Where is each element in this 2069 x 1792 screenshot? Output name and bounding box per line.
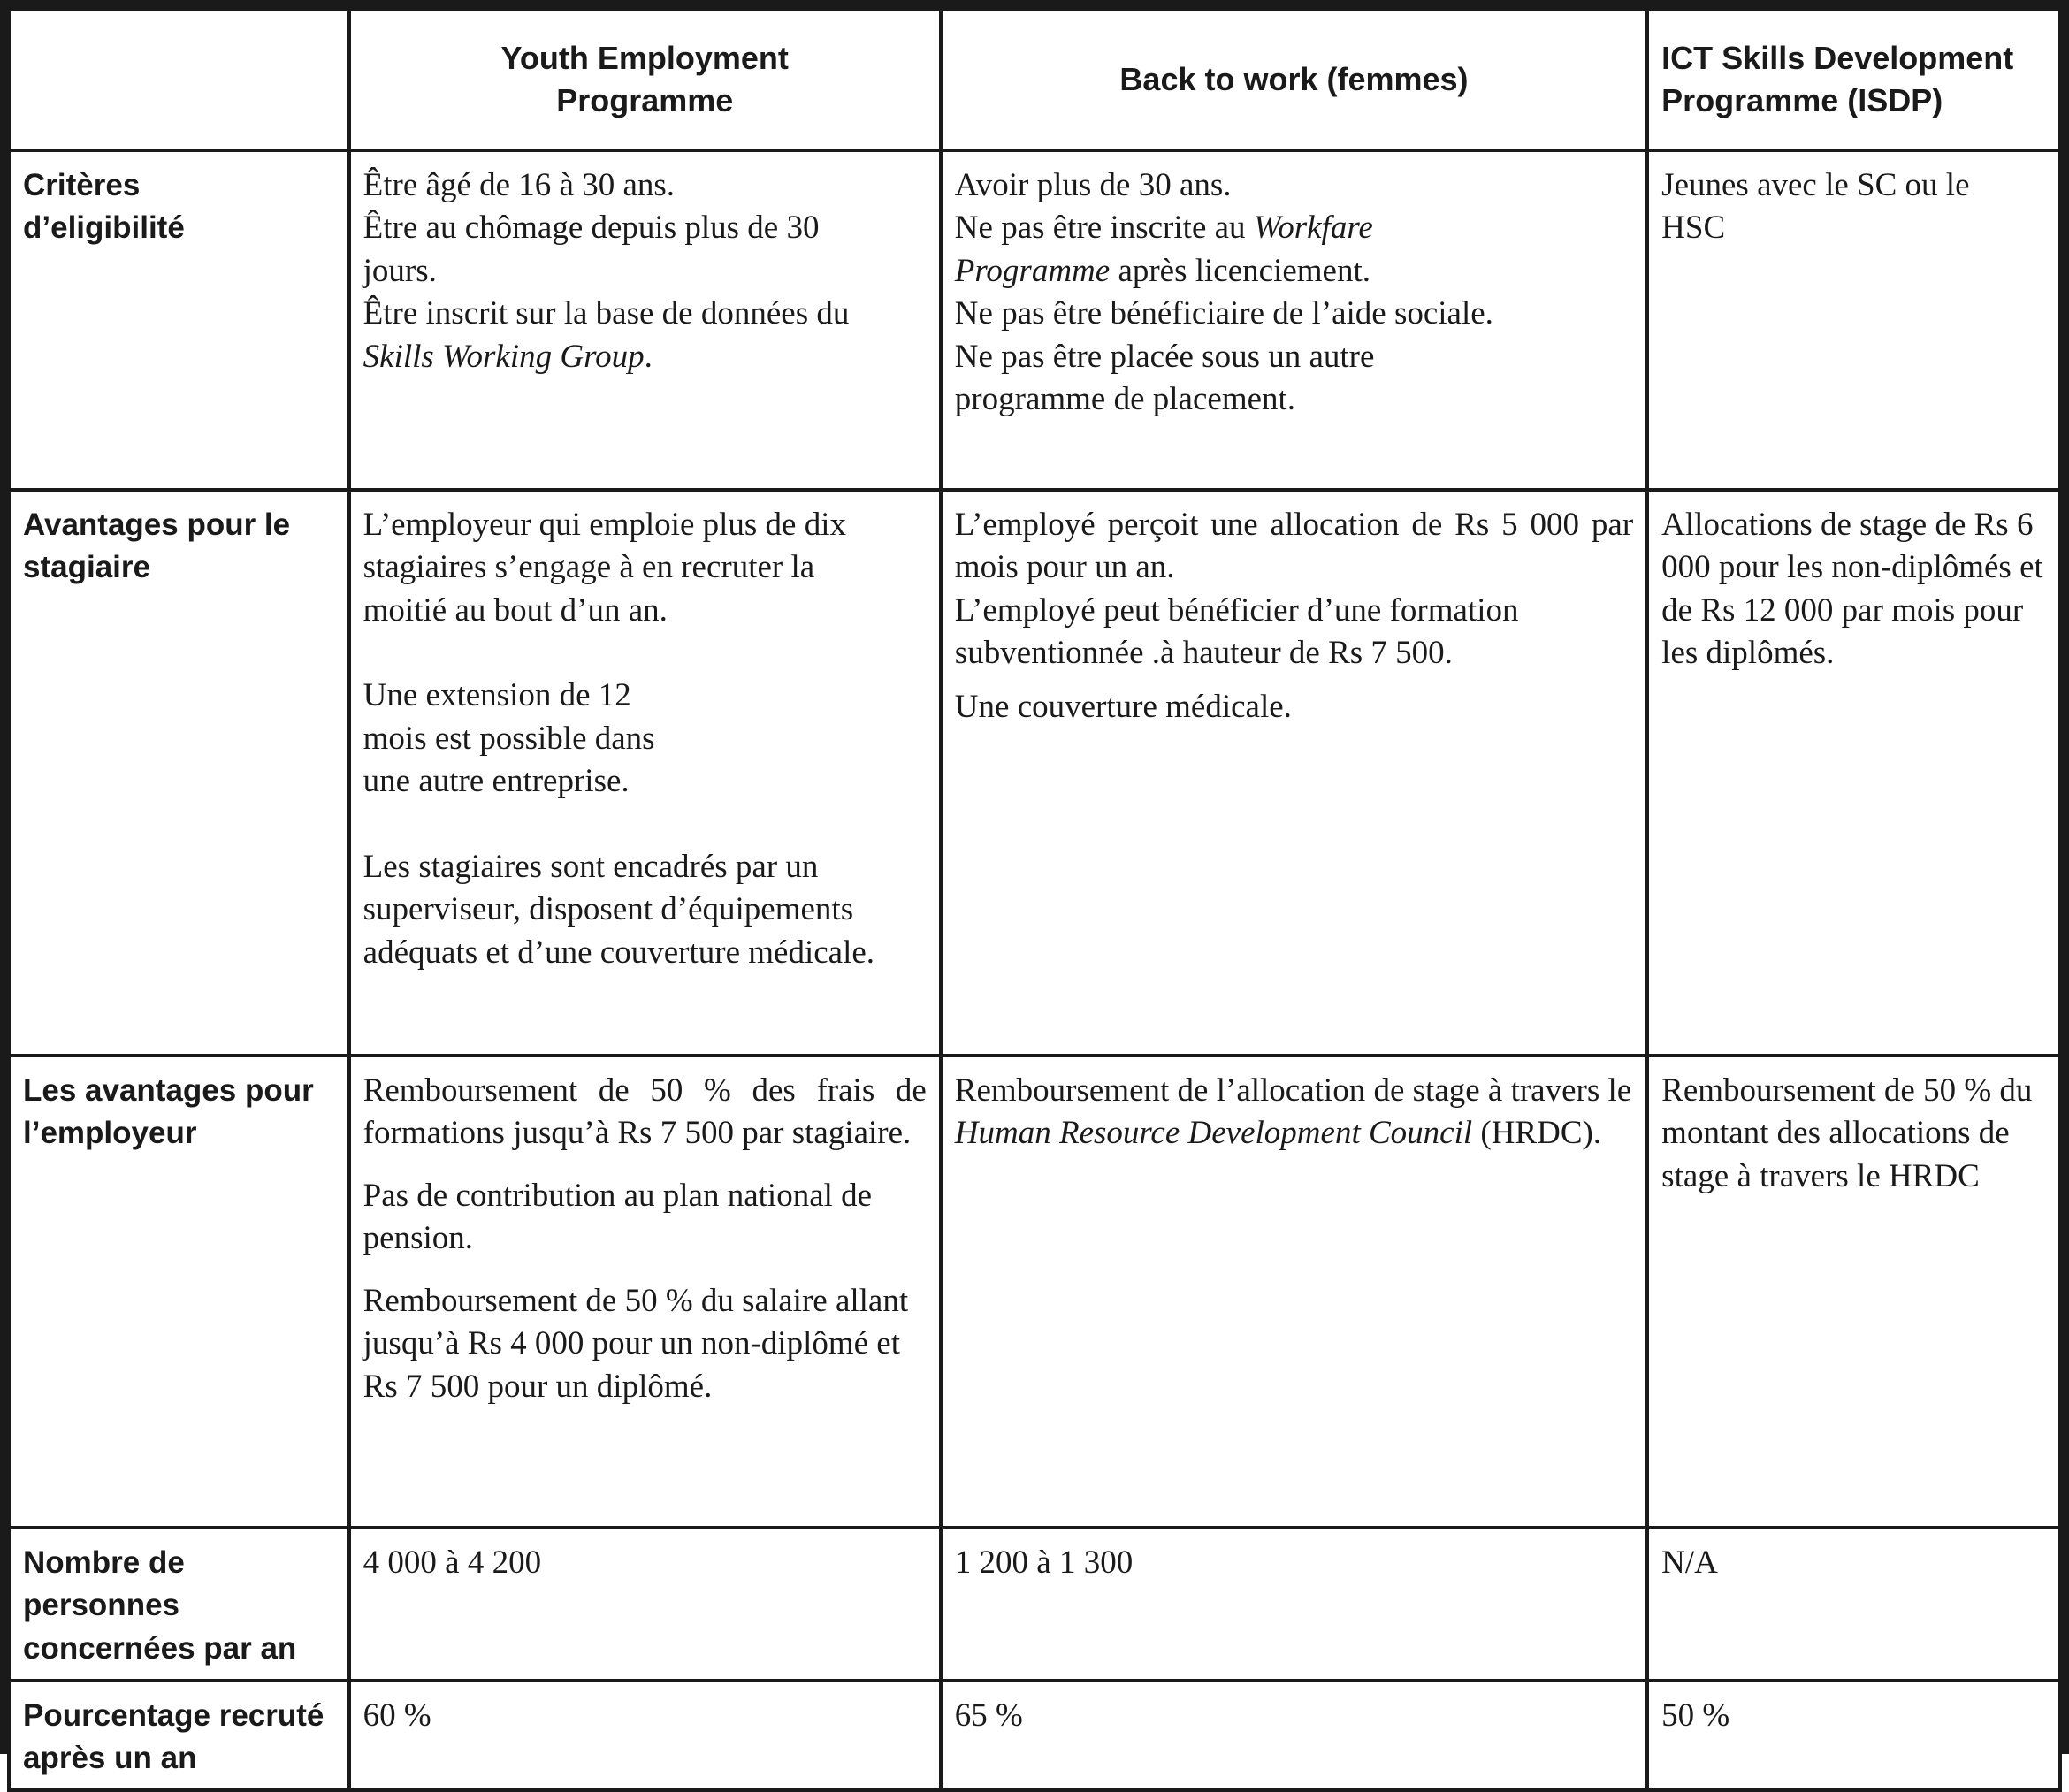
eligibility-btw-italic: Workfare Programme	[954, 210, 1373, 289]
eligibility-yep-text: .	[644, 338, 653, 375]
employer-btw-paragraph	[955, 1070, 1633, 1155]
count-yep-cell: 4 000 à 4 200	[351, 1529, 939, 1679]
row-recruitment-percentage	[11, 1682, 2058, 1789]
trainee-btw-paragraph: Une couverture médicale.	[954, 688, 1292, 725]
count-btw-cell: 1 200 à 1 300	[943, 1529, 1645, 1679]
eligibility-isdp-cell: Jeunes avec le SC ou le HSC	[1649, 152, 2058, 488]
employer-btw-italic: Human Resource Development Council	[954, 1115, 1473, 1152]
employer-yep-cell	[351, 1057, 939, 1526]
employer-yep-paragraph: Pas de contribution au plan national de pension.	[363, 1177, 873, 1257]
row-label-people-count: Nombre de personnes concernées par an	[11, 1529, 347, 1679]
percent-yep-cell: 60 %	[351, 1682, 939, 1789]
row-label-employer-benefits: Les avantages pour l’employeur	[11, 1057, 347, 1526]
row-trainee-benefits	[11, 492, 2058, 1054]
employer-btw-cell	[943, 1057, 1645, 1526]
row-label-trainee-benefits: Avantages pour le stagiaire	[11, 492, 347, 1054]
eligibility-yep-text: Être inscrit sur la base de données du	[363, 295, 850, 332]
trainee-yep-cell	[351, 492, 939, 1054]
eligibility-yep-italic: Skills Working Group	[363, 338, 645, 375]
header-youth-employment-programme: Youth Employment Programme	[351, 11, 939, 149]
eligibility-yep-line	[363, 293, 927, 378]
trainee-btw-paragraph: L’employé peut bénéficier d’une formation subventionnée .à hauteur de Rs 7 500.	[954, 591, 1519, 672]
header-empty-cell	[11, 11, 347, 149]
eligibility-yep-cell	[351, 152, 939, 488]
header-ict-skills-development-programme: ICT Skills Development Programme (ISDP)	[1649, 11, 2058, 149]
header-back-to-work: Back to work (femmes)	[943, 11, 1645, 149]
eligibility-btw-line: Ne pas être bénéficiaire de l’aide sociale.	[954, 295, 1493, 332]
trainee-yep-paragraph: L’employeur qui emploie plus de dix stagiaires s’engage à en recruter la moitié au bout d’un an.	[363, 507, 847, 629]
employer-btw-text: (HRDC).	[1472, 1115, 1602, 1152]
employer-isdp-cell: Remboursement de 50 % du montant des allocations de stage à travers le HRDC	[1649, 1057, 2058, 1526]
trainee-btw-paragraph: L’employé perçoit une allocation de Rs 5 000 par mois pour un an.	[954, 507, 1634, 586]
trainee-yep-paragraph: Une extension de 12 mois est possible dans une autre entreprise.	[363, 677, 655, 800]
eligibility-btw-cell	[943, 152, 1645, 488]
trainee-btw-cell	[943, 492, 1645, 1054]
eligibility-btw-line: Ne pas être placée sous un autre programme de placement.	[954, 338, 1375, 418]
row-label-recruitment-percentage: Pourcentage recruté après un an	[11, 1682, 347, 1789]
trainee-yep-paragraph: Les stagiaires sont encadrés par un superviseur, disposent d’équipements adéquats et d’une couverture médicale.	[363, 848, 875, 971]
percent-btw-cell: 65 %	[943, 1682, 1645, 1789]
trainee-isdp-cell: Allocations de stage de Rs 6 000 pour les non-diplômés et de Rs 12 000 par mois pour les diplômés.	[1649, 492, 2058, 1054]
eligibility-btw-text: après licenciement.	[1110, 252, 1371, 289]
employer-yep-paragraph: Remboursement de 50 % des frais de formations jusqu’à Rs 7 500 par stagiaire.	[363, 1072, 927, 1152]
header-row	[11, 11, 2058, 149]
count-isdp-cell: N/A	[1649, 1529, 2058, 1679]
eligibility-btw-text: Ne pas être inscrite au	[954, 210, 1254, 247]
percent-isdp-cell: 50 %	[1649, 1682, 2058, 1789]
employer-yep-paragraph: Remboursement de 50 % du salaire allant jusqu’à Rs 4 000 pour un non-diplômé et Rs 7 500 pour un diplômé.	[363, 1282, 909, 1405]
eligibility-yep-line: Être âgé de 16 à 30 ans.	[363, 167, 676, 203]
row-people-count	[11, 1529, 2058, 1679]
row-eligibility	[11, 152, 2058, 488]
employer-btw-text: Remboursement de l’allocation de stage à travers le	[954, 1072, 1632, 1109]
programme-comparison-table	[7, 7, 2062, 1792]
eligibility-yep-line: Être au chômage depuis plus de 30 jours.	[363, 210, 820, 289]
row-employer-benefits	[11, 1057, 2058, 1526]
eligibility-btw-line: Avoir plus de 30 ans.	[954, 167, 1232, 203]
eligibility-btw-line	[955, 207, 1633, 293]
row-label-eligibility: Critères d’eligibilité	[11, 152, 347, 488]
